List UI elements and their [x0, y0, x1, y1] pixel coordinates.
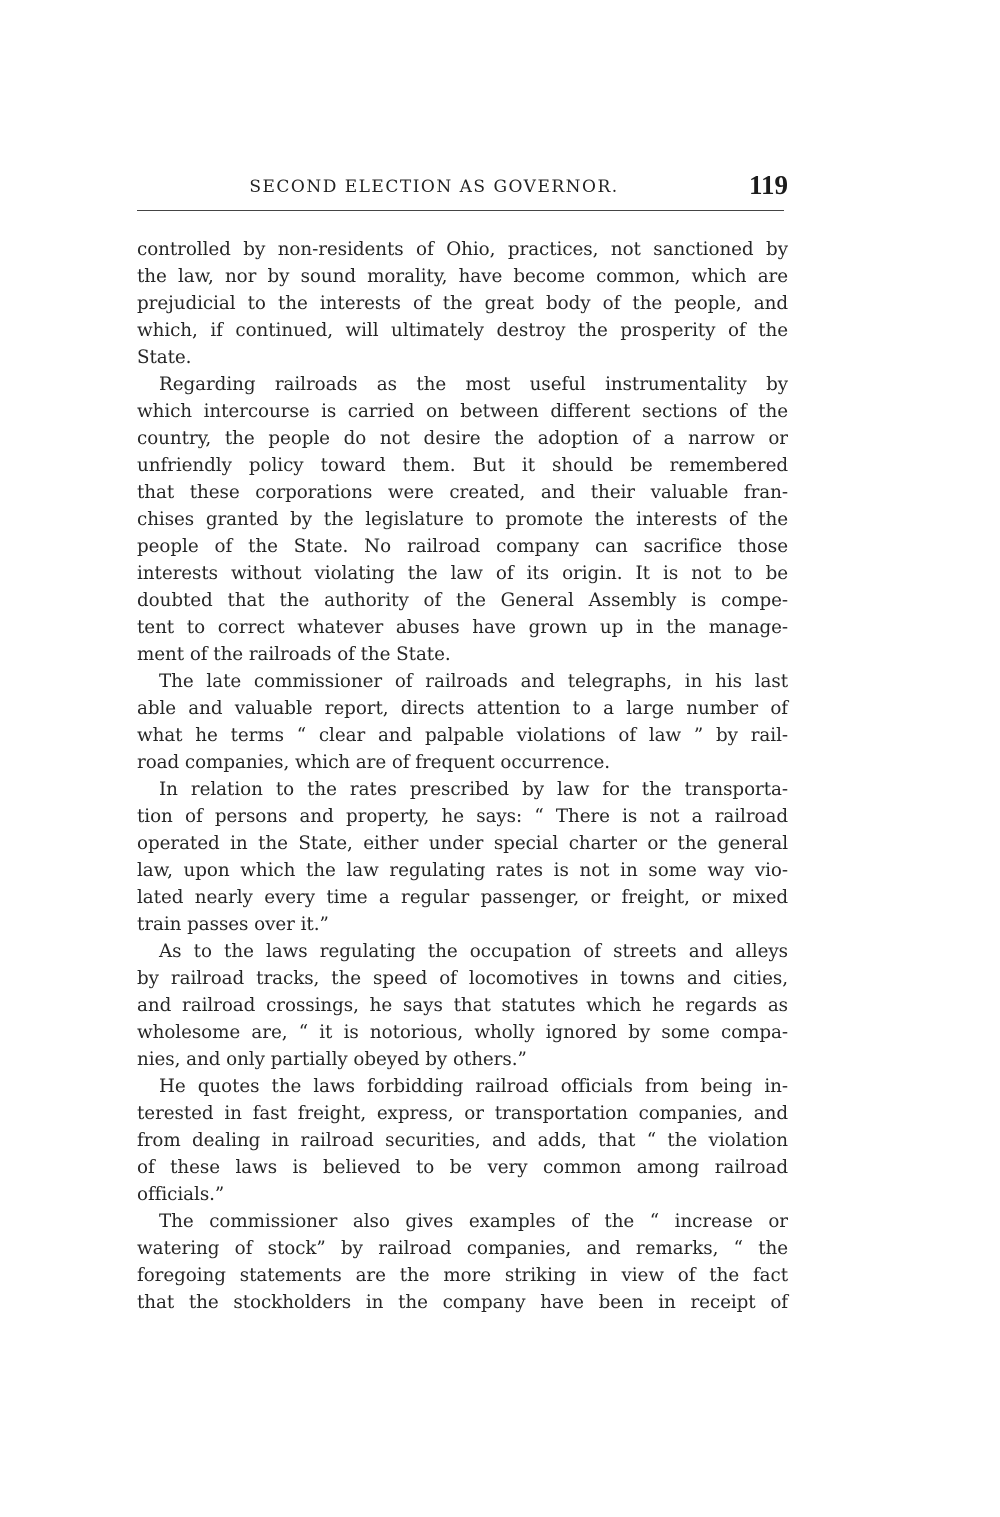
text-line: nies, and only partially obeyed by others.”	[137, 1049, 527, 1070]
text-line: road companies, which are of frequent occurrence.	[137, 752, 611, 773]
running-head	[137, 170, 788, 204]
text-line: controlled by non-residents of Ohio, practices, not sanctioned by	[137, 239, 788, 260]
text-line: interests without violating the law of its origin. It is not to be	[137, 563, 788, 584]
text-line: operated in the State, either under special charter or the general	[137, 833, 788, 854]
text-line: tent to correct whatever abuses have grown up in the manage-	[137, 617, 788, 638]
text-line: that the stockholders in the company have been in receipt of	[137, 1292, 788, 1313]
paragraph-4	[137, 776, 788, 938]
header-rule	[137, 210, 784, 211]
text-line: As to the laws regulating the occupation of streets and alleys	[159, 941, 788, 962]
paragraph-2	[137, 371, 788, 668]
text-line: chises granted by the legislature to promote the interests of the	[137, 509, 788, 530]
paragraph-7	[137, 1208, 788, 1316]
text-line: which, if continued, will ultimately destroy the prosperity of the	[137, 320, 788, 341]
text-line: people of the State. No railroad company can sacrifice those	[137, 536, 788, 557]
paragraph-1	[137, 236, 788, 371]
text-line: In relation to the rates prescribed by law for the transporta-	[159, 779, 788, 800]
text-line: lated nearly every time a regular passenger, or freight, or mixed	[137, 887, 788, 908]
text-line: doubted that the authority of the General Assembly is compe-	[137, 590, 788, 611]
text-line: watering of stock” by railroad companies, and remarks, “ the	[137, 1238, 788, 1259]
page-number: 119	[748, 170, 788, 200]
paragraph-5	[137, 938, 788, 1073]
text-line: which intercourse is carried on between different sections of the	[137, 401, 788, 422]
text-line: country, the people do not desire the adoption of a narrow or	[137, 428, 788, 449]
text-line: unfriendly policy toward them. But it should be remembered	[137, 455, 788, 476]
body-text	[137, 236, 788, 1316]
text-line: tion of persons and property, he says: “ There is not a railroad	[137, 806, 788, 827]
paragraph-6	[137, 1073, 788, 1208]
text-line: and railroad crossings, he says that statutes which he regards as	[137, 995, 788, 1016]
text-line: terested in fast freight, express, or transportation companies, and	[137, 1103, 788, 1124]
text-line: foregoing statements are the more striking in view of the fact	[137, 1265, 788, 1286]
text-line: law, upon which the law regulating rates is not in some way vio-	[137, 860, 788, 881]
text-line: The commissioner also gives examples of the “ increase or	[159, 1211, 788, 1232]
text-line: The late commissioner of railroads and telegraphs, in his last	[159, 671, 788, 692]
text-line: able and valuable report, directs attention to a large number of	[137, 698, 788, 719]
text-line: He quotes the laws forbidding railroad officials from being in-	[159, 1076, 788, 1097]
text-line: by railroad tracks, the speed of locomotives in towns and cities,	[137, 968, 788, 989]
text-line: State.	[137, 347, 192, 368]
text-line: the law, nor by sound morality, have become common, which are	[137, 266, 788, 287]
text-line: Regarding railroads as the most useful instrumentality by	[159, 374, 788, 395]
text-line: officials.”	[137, 1184, 225, 1205]
running-title: SECOND ELECTION AS GOVERNOR.	[249, 177, 619, 197]
text-line: prejudicial to the interests of the great body of the people, and	[137, 293, 788, 314]
text-line: ment of the railroads of the State.	[137, 644, 451, 665]
text-line: what he terms “ clear and palpable violations of law ” by rail-	[137, 725, 788, 746]
text-line: of these laws is believed to be very common among railroad	[137, 1157, 788, 1178]
text-line: from dealing in railroad securities, and adds, that “ the violation	[137, 1130, 788, 1151]
paragraph-3	[137, 668, 788, 776]
text-line: train passes over it.”	[137, 914, 329, 935]
text-line: wholesome are, “ it is notorious, wholly ignored by some compa-	[137, 1022, 788, 1043]
text-line: that these corporations were created, and their valuable fran-	[137, 482, 788, 503]
